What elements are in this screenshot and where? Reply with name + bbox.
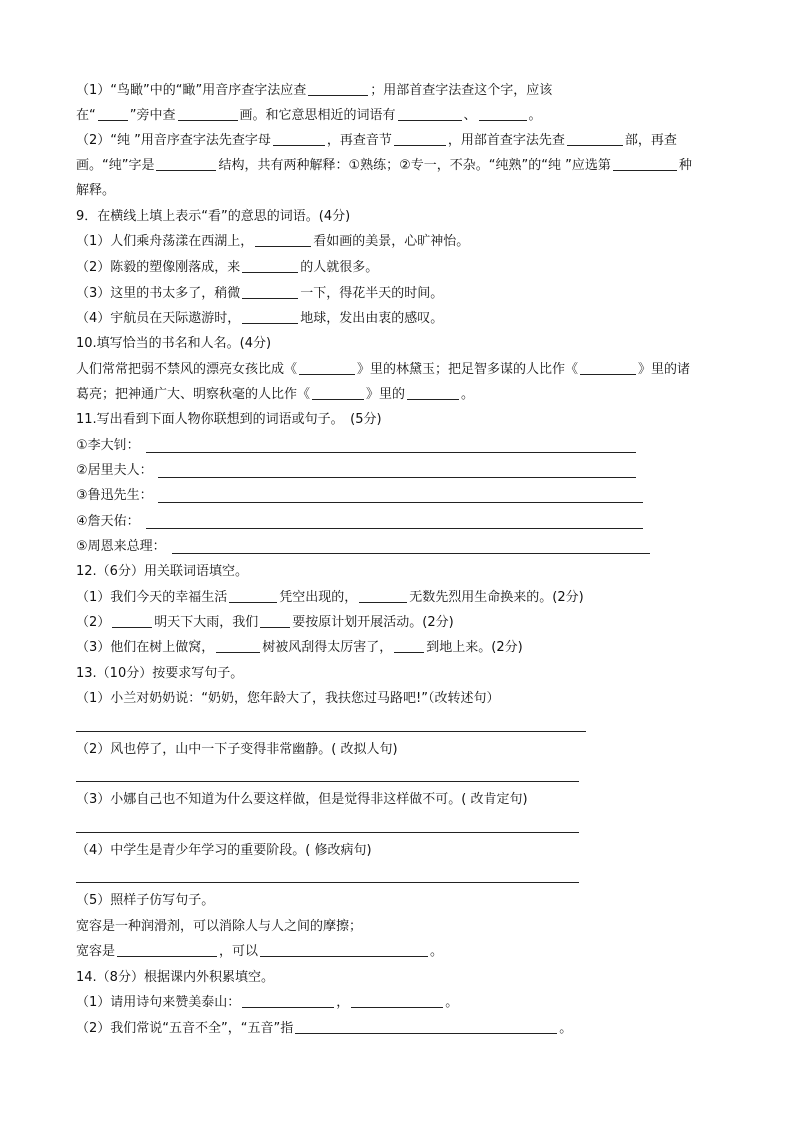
answer-blank[interactable] [260,943,428,957]
q12-text: 明天下大雨，我们 [154,615,259,630]
q8-part1-line1 [76,82,552,100]
q13-item4: （4）中学生是青少年学习的重要阶段。( 修改病句) [76,843,372,858]
answer-blank[interactable] [398,107,462,121]
q10-text: 》里的 [366,387,406,402]
q10-text: 》里的林黛玉；把足智多谋的人比作《 [357,362,579,377]
answer-blank[interactable] [242,285,298,299]
q10-title: 10.填写恰当的书名和人名。(4分) [76,336,272,351]
q13-text: 宽容是 [76,944,116,959]
q8-text: ，用部首查字法先查 [447,133,565,148]
answer-line[interactable] [146,528,643,529]
answer-blank[interactable] [242,310,298,324]
answer-blank[interactable] [359,589,407,603]
answer-blank[interactable] [260,614,290,628]
q10-text: 人们常常把弱不禁风的漂亮女孩比成《 [76,362,298,377]
q8-text: 在“ [76,108,96,123]
answer-blank[interactable] [567,132,623,146]
q8-text: （1）“鸟瞰”中的“瞰”用音序查字法应查 [76,83,307,98]
q14-title: 14.（8分）根据课内外积累填空。 [76,970,274,985]
q10-line2 [76,386,474,404]
q14-item1 [76,994,458,1012]
q13-title: 13.（10分）按要求写句子。 [76,666,244,681]
q9-text: 一下，得花半天的时间。 [300,286,444,301]
answer-blank[interactable] [312,386,364,400]
q8-text: ”旁中查 [129,108,176,123]
q8-text: 部，再查 [624,133,677,148]
q9-title: 9．在横线上填上表示“看”的意思的词语。(4分) [76,209,351,224]
q11-person-label: ②居里夫人： [76,463,153,478]
q12-text: 凭空出现的， [279,590,358,605]
q12-item2 [76,614,454,632]
answer-blank[interactable] [299,361,355,375]
q13-item2: （2）风也停了，山中一下子变得非常幽静。( 改拟人句) [76,742,398,757]
q8-text: 、 [463,108,477,123]
q9-item2 [76,259,378,277]
q12-text: 要按原计划开展活动。(2分) [292,615,454,630]
q14-text: ， [336,995,350,1010]
answer-blank[interactable] [580,361,636,375]
q12-item3 [76,639,523,657]
q12-text: （3）他们在树上做窝， [76,640,215,655]
q14-text: 。 [559,1021,573,1036]
q13-example: 宽容是一种润滑剂，可以消除人与人之间的摩擦； [76,919,363,934]
q9-text: （2）陈毅的塑像刚落成，来 [76,260,241,275]
answer-blank[interactable] [216,639,260,653]
answer-line[interactable] [76,781,579,782]
q9-text: （3）这里的书太多了，稍微 [76,286,241,301]
answer-line[interactable] [146,452,636,453]
answer-line[interactable] [76,832,579,833]
q8-part2-line2 [76,157,692,175]
q8-part2-line3: 解释。 [76,183,116,198]
q8-text: 画。和它意思相近的词语有 [239,108,396,123]
q12-text: 到地上来。(2分) [426,640,523,655]
q14-item2 [76,1020,572,1038]
q8-text: 种 [678,158,692,173]
answer-blank[interactable] [255,233,311,247]
answer-blank[interactable] [613,157,677,171]
q13-item3: （3）小娜自己也不知道为什么要这样做，但是觉得非这样做不可。( 改肯定句) [76,792,528,807]
q11-person-label: ①李大钊： [76,438,140,453]
q9-item1 [76,233,469,251]
q9-text: 的人就很多。 [300,260,379,275]
answer-blank[interactable] [479,107,527,121]
answer-blank[interactable] [351,994,443,1008]
q12-title: 12.（6分）用关联词语填空。 [76,564,248,579]
q14-text: （1）请用诗句来赞美泰山： [76,995,241,1010]
answer-blank[interactable] [156,157,216,171]
answer-line[interactable] [76,882,579,883]
q13-text: 。 [430,944,444,959]
q8-text: 。 [528,108,542,123]
answer-blank[interactable] [394,639,424,653]
q14-text: 。 [445,995,459,1010]
q13-item1: （1）小兰对奶奶说：“奶奶，您年龄大了，我扶您过马路吧!”（改转述句） [76,691,500,706]
q13-text: ，可以 [219,944,259,959]
q12-item1 [76,589,584,607]
answer-blank[interactable] [242,259,298,273]
answer-blank[interactable] [394,132,446,146]
q8-text: ，再查音节 [326,133,392,148]
q9-text: （4）宇航员在天际遨游时， [76,311,241,326]
answer-blank[interactable] [98,107,128,121]
answer-line[interactable] [158,477,636,478]
q12-text: （2） [76,615,111,630]
q11-person-label: ④詹天佑： [76,514,140,529]
q9-text: 看如画的美景，心旷神怡。 [313,234,470,249]
q11-person-label: ③鲁迅先生： [76,488,153,503]
q13-fill-line [76,943,443,961]
answer-line[interactable] [158,502,643,503]
q11-title: 11.写出看到下面人物你联想到的词语或句子。 (5分) [76,412,382,427]
answer-blank[interactable] [308,82,368,96]
q10-text: 》里的诸 [638,362,691,377]
q12-text: 树被风刮得太厉害了， [262,640,393,655]
answer-line[interactable] [172,553,650,554]
answer-line[interactable] [76,731,586,732]
q8-text: 结构，共有两种解释：①熟练；②专一，不杂。“纯熟”的“纯 ”应选第 [218,158,611,173]
q8-part2-line1 [76,132,677,150]
q9-item3 [76,285,443,303]
answer-blank[interactable] [295,1020,557,1034]
q10-text: 。 [461,387,475,402]
q8-text: ；用部首查字法查这个字，应该 [370,83,553,98]
q11-person-label: ⑤周恩来总理： [76,539,166,554]
q9-item4 [76,310,443,328]
q9-text: 地球，发出由衷的感叹。 [300,311,444,326]
q10-line1 [76,361,690,379]
answer-blank[interactable] [407,386,459,400]
q8-text: （2）“纯 ”用音序查字法先查字母 [76,133,271,148]
answer-blank[interactable] [117,943,217,957]
q10-text: 葛亮；把神通广大、明察秋毫的人比作《 [76,387,311,402]
answer-blank[interactable] [112,614,152,628]
q14-text: （2）我们常说“五音不全”，“五音”指 [76,1021,294,1036]
answer-blank[interactable] [178,107,238,121]
answer-blank[interactable] [229,589,277,603]
q8-part1-line2 [76,107,542,125]
q12-text: 无数先烈用生命换来的。(2分) [409,590,584,605]
q12-text: （1）我们今天的幸福生活 [76,590,228,605]
answer-blank[interactable] [273,132,325,146]
q13-item5: （5）照样子仿写句子。 [76,893,215,908]
answer-blank[interactable] [242,994,334,1008]
q9-text: （1）人们乘舟荡漾在西湖上， [76,234,254,249]
q8-text: 画。“纯”字是 [76,158,155,173]
